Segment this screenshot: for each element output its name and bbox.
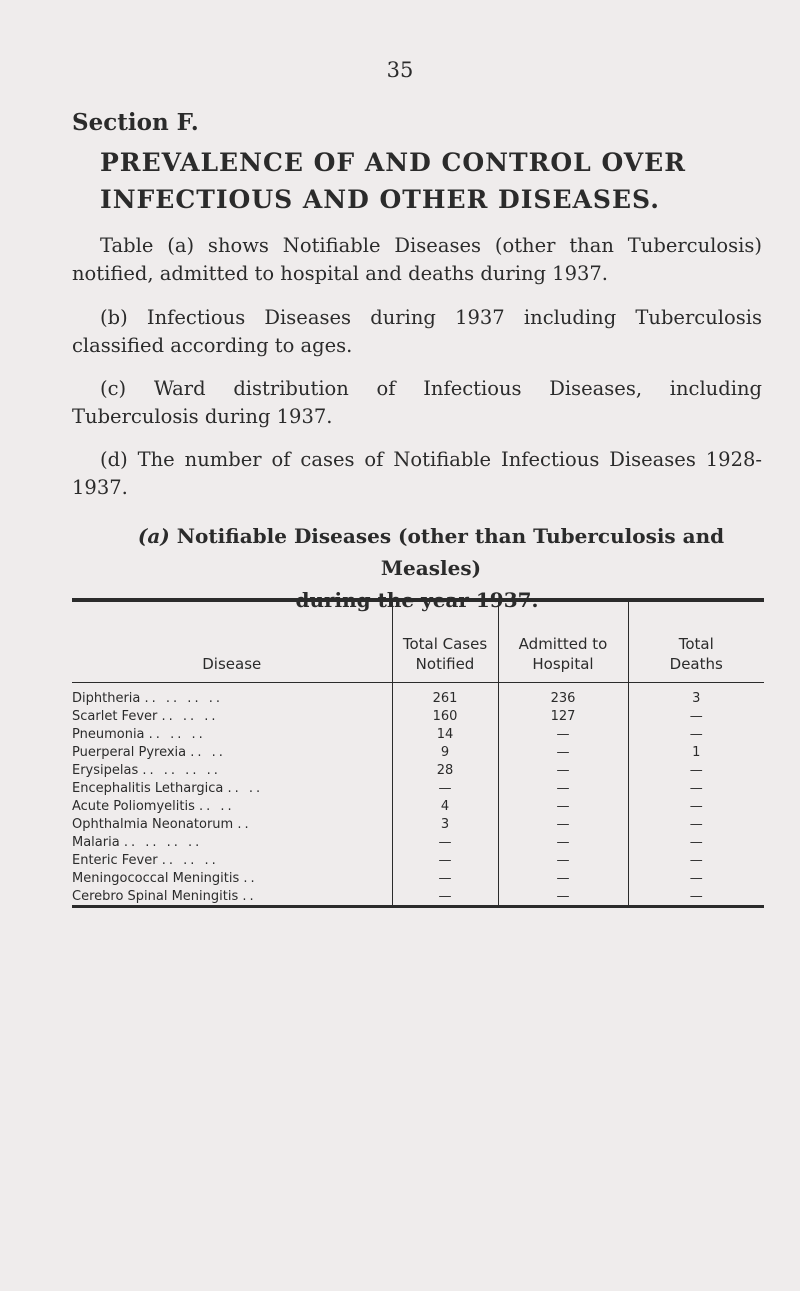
cell-disease: Enteric Fever .. .. ..	[72, 852, 219, 868]
section-label: Section F.	[72, 109, 199, 136]
cell-admitted: —	[498, 761, 628, 779]
leader-dots: ..	[237, 816, 252, 832]
table-row	[72, 683, 764, 708]
cell-deaths: —	[628, 707, 764, 725]
leader-dots: .. .. .. ..	[144, 690, 223, 706]
header-disease: Disease	[72, 602, 392, 683]
cell-admitted: —	[498, 725, 628, 743]
table-row	[72, 707, 764, 725]
cell-total-cases: 28	[392, 761, 498, 779]
cell-total-cases: —	[392, 869, 498, 887]
cell-admitted: —	[498, 743, 628, 761]
leader-dots: .. ..	[227, 780, 264, 796]
notifiable-diseases-table	[72, 598, 764, 908]
cell-total-cases: —	[392, 779, 498, 797]
header-deaths: Total Deaths	[628, 602, 764, 683]
table-row	[72, 851, 764, 869]
paragraph-table-a: Table (a) shows Notifiable Diseases (other than Tuberculosis) notified, admitted to hospital and deaths during 1937.	[72, 234, 762, 285]
table-heading-line-1: Notifiable Diseases (other than Tuberculosis and Measles)	[176, 524, 725, 580]
cell-total-cases: 160	[392, 707, 498, 725]
table-heading-line-2: during the year 1937.	[295, 588, 539, 612]
cell-disease: Acute Poliomyelitis .. ..	[72, 798, 235, 814]
header-total-cases: Total Cases Notified	[392, 602, 498, 683]
leader-dots: .. .. ..	[161, 852, 219, 868]
cell-disease: Erysipelas .. .. .. ..	[72, 762, 221, 778]
table-row	[72, 815, 764, 833]
table-marker: (a)	[137, 524, 170, 548]
leader-dots: .. ..	[190, 744, 226, 760]
header-admitted: Admitted to Hospital	[498, 602, 628, 683]
table-row	[72, 779, 764, 797]
table-row	[72, 761, 764, 779]
cell-admitted: 127	[498, 707, 628, 725]
cell-admitted: —	[498, 815, 628, 833]
cell-disease: Ophthalmia Neonatorum ..	[72, 816, 252, 832]
leader-dots: ..	[242, 888, 257, 904]
cell-total-cases: 4	[392, 797, 498, 815]
cell-disease: Scarlet Fever .. .. ..	[72, 708, 219, 724]
cell-admitted: 236	[498, 683, 628, 708]
cell-deaths: 1	[628, 743, 764, 761]
cell-deaths: —	[628, 815, 764, 833]
cell-disease: Malaria .. .. .. ..	[72, 834, 203, 850]
cell-disease: Meningococcal Meningitis ..	[72, 870, 258, 886]
cell-total-cases: 14	[392, 725, 498, 743]
leader-dots: .. .. .. ..	[142, 762, 221, 778]
cell-admitted: —	[498, 797, 628, 815]
cell-disease: Pneumonia .. .. ..	[72, 726, 206, 742]
cell-admitted: —	[498, 869, 628, 887]
cell-deaths: 3	[628, 683, 764, 708]
paragraph-table-d: (d) The number of cases of Notifiable Infectious Diseases 1928-1937.	[72, 448, 762, 499]
cell-admitted: —	[498, 887, 628, 905]
section-title-line-1: PREVALENCE OF AND CONTROL OVER	[100, 148, 687, 177]
cell-deaths: —	[628, 851, 764, 869]
table-row	[72, 743, 764, 761]
leader-dots: ..	[243, 870, 258, 886]
table-row	[72, 797, 764, 815]
cell-disease: Puerperal Pyrexia .. ..	[72, 744, 226, 760]
cell-admitted: —	[498, 779, 628, 797]
table-row	[72, 833, 764, 851]
paragraph-table-b: (b) Infectious Diseases during 1937 including Tuberculosis classified according to ages.	[72, 306, 762, 357]
paragraph-table-c: (c) Ward distribution of Infectious Diseases, including Tuberculosis during 1937.	[72, 377, 762, 428]
cell-disease: Cerebro Spinal Meningitis ..	[72, 888, 257, 904]
cell-admitted: —	[498, 851, 628, 869]
table-row	[72, 725, 764, 743]
cell-disease: Encephalitis Lethargica .. ..	[72, 780, 264, 796]
section-title-line-2: INFECTIOUS AND OTHER DISEASES.	[100, 185, 660, 214]
table-row	[72, 887, 764, 905]
cell-deaths: —	[628, 833, 764, 851]
cell-total-cases: 261	[392, 683, 498, 708]
cell-disease: Diphtheria .. .. .. ..	[72, 690, 223, 706]
leader-dots: .. .. ..	[148, 726, 206, 742]
cell-total-cases: —	[392, 887, 498, 905]
cell-admitted: —	[498, 833, 628, 851]
cell-deaths: —	[628, 869, 764, 887]
page-number: 35	[386, 58, 414, 82]
cell-deaths: —	[628, 761, 764, 779]
leader-dots: .. ..	[199, 798, 235, 814]
table-row	[72, 869, 764, 887]
cell-total-cases: 3	[392, 815, 498, 833]
cell-total-cases: —	[392, 833, 498, 851]
cell-total-cases: 9	[392, 743, 498, 761]
leader-dots: .. .. ..	[161, 708, 219, 724]
cell-deaths: —	[628, 779, 764, 797]
leader-dots: .. .. .. ..	[123, 834, 203, 850]
cell-deaths: —	[628, 797, 764, 815]
cell-total-cases: —	[392, 851, 498, 869]
cell-deaths: —	[628, 725, 764, 743]
cell-deaths: —	[628, 887, 764, 905]
